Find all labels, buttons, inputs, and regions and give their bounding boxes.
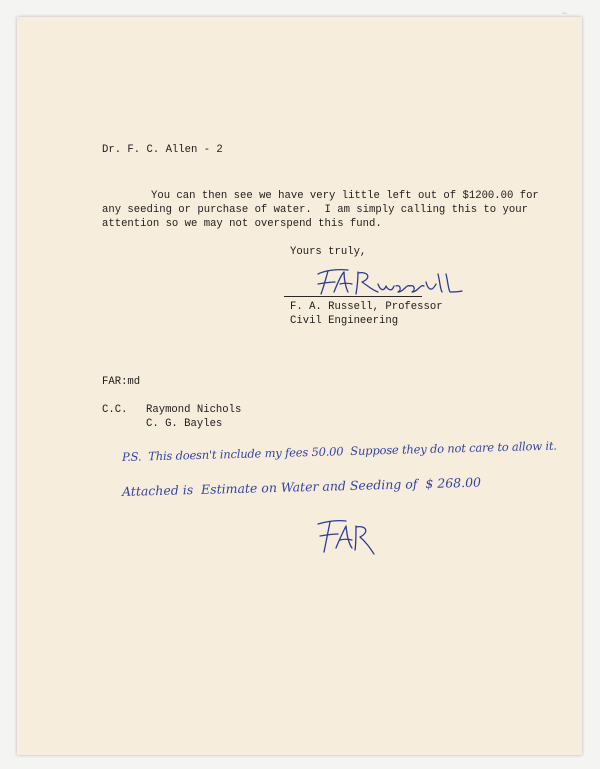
signer-department: Civil Engineering: [290, 315, 399, 327]
closing: Yours truly,: [290, 246, 367, 258]
cc-label: C.C.: [102, 404, 128, 416]
cc-name-1: Raymond Nichols: [146, 404, 242, 416]
body-line-1: You can then see we have very little left out of $1200.00 for: [151, 190, 539, 202]
body-line-3: attention so we may not overspend this fund.: [102, 218, 382, 230]
reference-initials: FAR:md: [102, 376, 141, 388]
postscript-initials-image: [312, 512, 382, 562]
postscript-line-1: P.S. This doesn't include my fees 50.00 Suppose they do not care to allow it.: [121, 438, 557, 464]
signature-line: [284, 296, 422, 297]
signer-name: F. A. Russell, Professor: [290, 301, 443, 313]
postscript-line-2: Attached is Estimate on Water and Seeding of $ 268.00: [121, 474, 482, 499]
cc-name-2: C. G. Bayles: [146, 418, 223, 430]
page-mark: ~: [562, 10, 567, 19]
letter-header: Dr. F. C. Allen - 2: [102, 144, 223, 156]
body-line-2: any seeding or purchase of water. I am simply calling this to your: [102, 204, 528, 216]
